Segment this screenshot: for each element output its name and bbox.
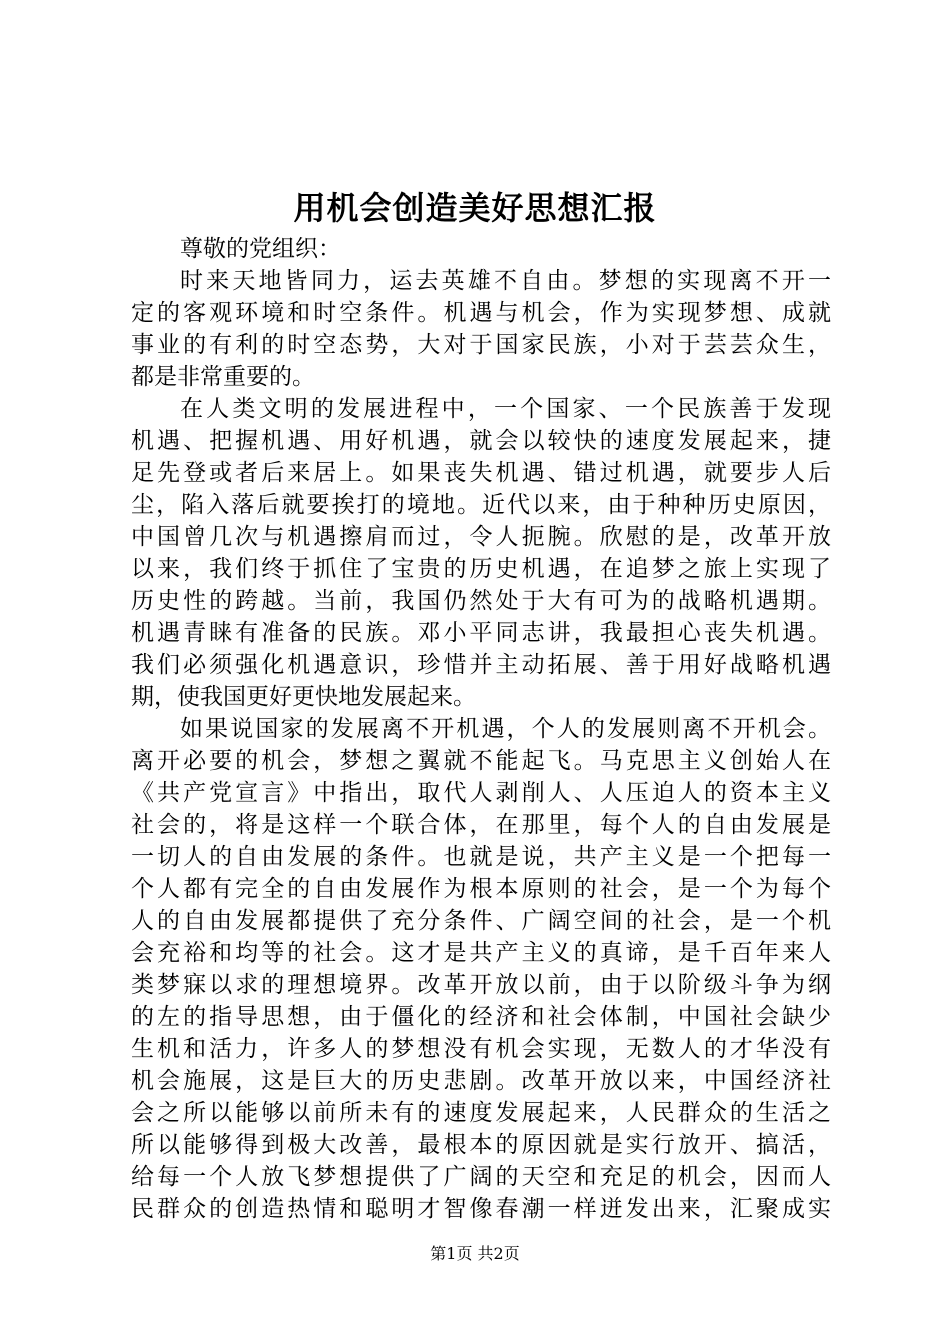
paragraph-line: 生机和活力，许多人的梦想没有机会实现，无数人的才华没有	[131, 1036, 831, 1062]
paragraph-line: 以来，我们终于抓住了宝贵的历史机遇，在追梦之旅上实现了	[131, 556, 831, 582]
paragraph-line: 历史性的跨越。当前，我国仍然处于大有可为的战略机遇期。	[131, 588, 831, 614]
paragraph-line: 会之所以能够以前所未有的速度发展起来，人民群众的生活之	[131, 1100, 831, 1126]
paragraph-line: 的左的指导思想，由于僵化的经济和社会体制，中国社会缺少	[131, 1004, 831, 1030]
paragraph-line: 时来天地皆同力，运去英雄不自由。梦想的实现离不开一	[180, 268, 831, 294]
document-title: 用机会创造美好思想汇报	[293, 189, 657, 227]
paragraph-line: 尘，陷入落后就要挨打的境地。近代以来，由于种种历史原因，	[131, 492, 831, 518]
paragraph-line: 离开必要的机会，梦想之翼就不能起飞。马克思主义创始人在	[131, 748, 831, 774]
paragraph-line: 《共产党宣言》中指出，取代人剥削人、人压迫人的资本主义	[131, 780, 831, 806]
paragraph-line: 机会施展，这是巨大的历史悲剧。改革开放以来，中国经济社	[131, 1068, 831, 1094]
paragraph-line: 个人都有完全的自由发展作为根本原则的社会，是一个为每个	[131, 876, 831, 902]
paragraph-line: 类梦寐以求的理想境界。改革开放以前，由于以阶级斗争为纲	[131, 972, 831, 998]
paragraph-line: 期，使我国更好更快地发展起来。	[131, 684, 476, 710]
paragraph-line: 一切人的自由发展的条件。也就是说，共产主义是一个把每一	[131, 844, 831, 870]
paragraph-line: 足先登或者后来居上。如果丧失机遇、错过机遇，就要步人后	[131, 460, 831, 486]
paragraph-line: 会充裕和均等的社会。这才是共产主义的真谛，是千百年来人	[131, 940, 831, 966]
paragraph-line: 定的客观环境和时空条件。机遇与机会，作为实现梦想、成就	[131, 300, 831, 326]
paragraph-line: 所以能够得到极大改善，最根本的原因就是实行放开、搞活，	[131, 1132, 831, 1158]
paragraph-line: 中国曾几次与机遇擦肩而过，令人扼腕。欣慰的是，改革开放	[131, 524, 831, 550]
document-body	[131, 233, 831, 1225]
page-footer: 第1页 共2页	[430, 1244, 520, 1263]
paragraph-line: 社会的，将是这样一个联合体，在那里，每个人的自由发展是	[131, 812, 831, 838]
paragraph-line: 机遇、把握机遇、用好机遇，就会以较快的速度发展起来，捷	[131, 428, 831, 454]
paragraph-line: 机遇青睐有准备的民族。邓小平同志讲，我最担心丧失机遇。	[131, 620, 831, 646]
paragraph-line: 人的自由发展都提供了充分条件、广阔空间的社会，是一个机	[131, 908, 831, 934]
paragraph-line: 都是非常重要的。	[131, 364, 315, 390]
paragraph-line: 在人类文明的发展进程中，一个国家、一个民族善于发现	[180, 396, 831, 422]
salutation: 尊敬的党组织：	[180, 236, 341, 262]
paragraph-line: 如果说国家的发展离不开机遇，个人的发展则离不开机会。	[180, 716, 831, 742]
paragraph-line: 给每一个人放飞梦想提供了广阔的天空和充足的机会，因而人	[131, 1164, 831, 1190]
paragraph-line: 事业的有利的时空态势，大对于国家民族，小对于芸芸众生，	[131, 332, 831, 358]
paragraph-line: 我们必须强化机遇意识，珍惜并主动拓展、善于用好战略机遇	[131, 652, 831, 678]
paragraph-line: 民群众的创造热情和聪明才智像春潮一样迸发出来，汇聚成实	[131, 1196, 831, 1222]
